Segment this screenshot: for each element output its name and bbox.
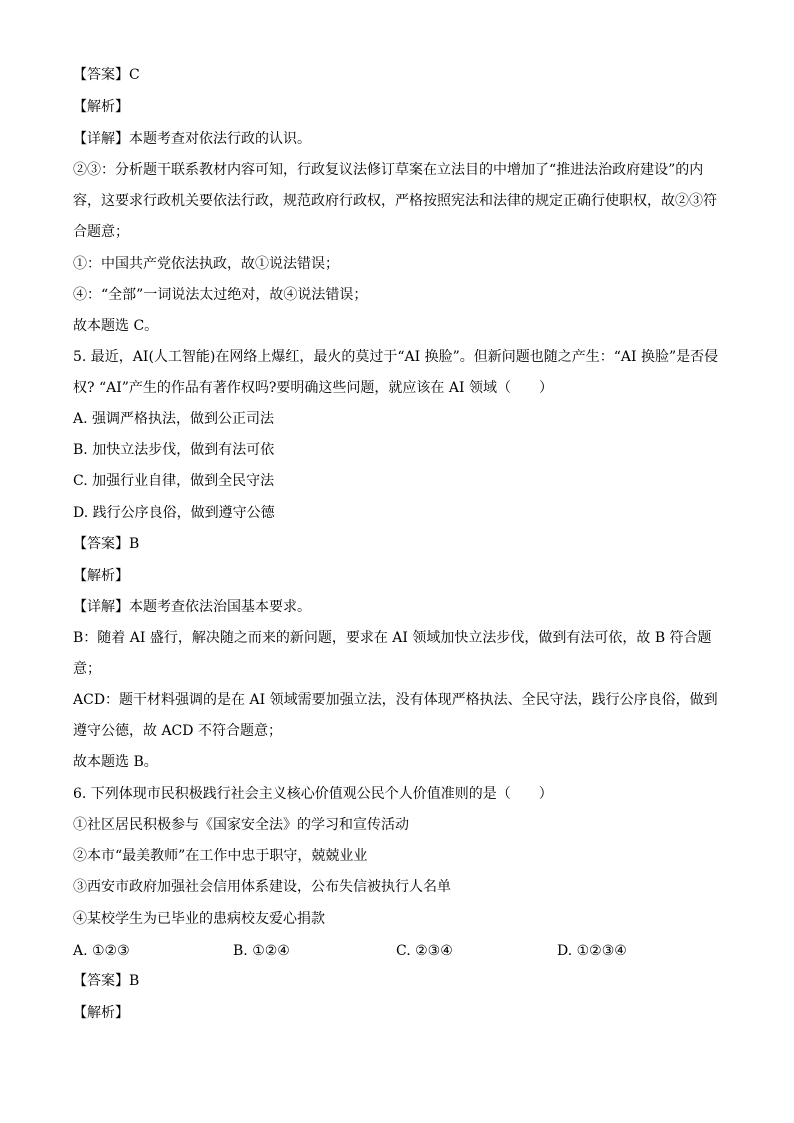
analysis-heading: 【解析】: [73, 99, 129, 115]
text-line: 合题意；: [73, 224, 129, 240]
text-line: 意；: [73, 661, 101, 677]
question-5-stem: 权? “AI”产生的作品有著作权吗?要明确这些问题，就应该在 AI 领域（ ）: [73, 380, 553, 396]
option-c: C. 加强行业自律，做到全民守法: [73, 473, 275, 489]
option-d: D. ①②③④: [557, 943, 627, 959]
answer-label: 【答案】C: [73, 67, 140, 83]
text-line: 容，这要求行政机关要依法行政，规范政府行政权，严格按照宪法和法律的规定正确行使职权，故②③符: [73, 193, 717, 209]
text-line: ②③：分析题干联系教材内容可知，行政复议法修订草案在立法目的中增加了“推进法治政府建设”的内: [73, 162, 704, 178]
text-line: ACD：题干材料强调的是在 AI 领域需要加强立法，没有体现严格执法、全民守法，践行公序良俗，做到: [73, 692, 718, 708]
statement-3: ③西安市政府加强社会信用体系建设，公布失信被执行人名单: [73, 879, 451, 895]
text-line: ①：中国共产党依法执政，故①说法错误；: [73, 256, 339, 272]
text-line: 【详解】本题考查依法治国基本要求。: [73, 599, 311, 615]
text-line: B：随着 AI 盛行，解决随之而来的新问题，要求在 AI 领域加快立法步伐，做到有法可依，故 B 符合题: [73, 630, 712, 646]
answer-label: 【答案】B: [73, 536, 140, 552]
question-5-stem: 5. 最近，AI(人工智能)在网络上爆红，最火的莫过于“AI 换脸”。但新问题也随之产生：“AI 换脸”是否侵: [73, 349, 719, 365]
text-line: 【详解】本题考查对依法行政的认识。: [73, 131, 311, 147]
option-c: C. ②③④: [396, 943, 453, 959]
statement-1: ①社区居民积极参与《国家安全法》的学习和宣传活动: [73, 817, 409, 833]
analysis-heading: 【解析】: [73, 568, 129, 584]
option-a: A. ①②③: [73, 943, 130, 959]
option-a: A. 强调严格执法，做到公正司法: [73, 411, 275, 427]
answer-label: 【答案】B: [73, 973, 140, 989]
text-line: 遵守公德，故 ACD 不符合题意；: [73, 723, 282, 739]
option-b: B. ①②④: [233, 943, 290, 959]
statement-2: ②本市“最美教师”在工作中忠于职守，兢兢业业: [73, 848, 368, 864]
statement-4: ④某校学生为已毕业的患病校友爱心捐款: [73, 911, 325, 927]
analysis-heading: 【解析】: [73, 1005, 129, 1021]
text-line: 故本题选 B。: [73, 754, 158, 770]
question-6-stem: 6. 下列体现市民积极践行社会主义核心价值观公民个人价值准则的是（ ）: [73, 786, 553, 802]
text-line: ④：“全部”一词说法太过绝对，故④说法错误；: [73, 287, 368, 303]
text-line: 故本题选 C。: [73, 318, 159, 334]
option-d: D. 践行公序良俗，做到遵守公德: [73, 505, 275, 521]
option-b: B. 加快立法步伐，做到有法可依: [73, 442, 275, 458]
